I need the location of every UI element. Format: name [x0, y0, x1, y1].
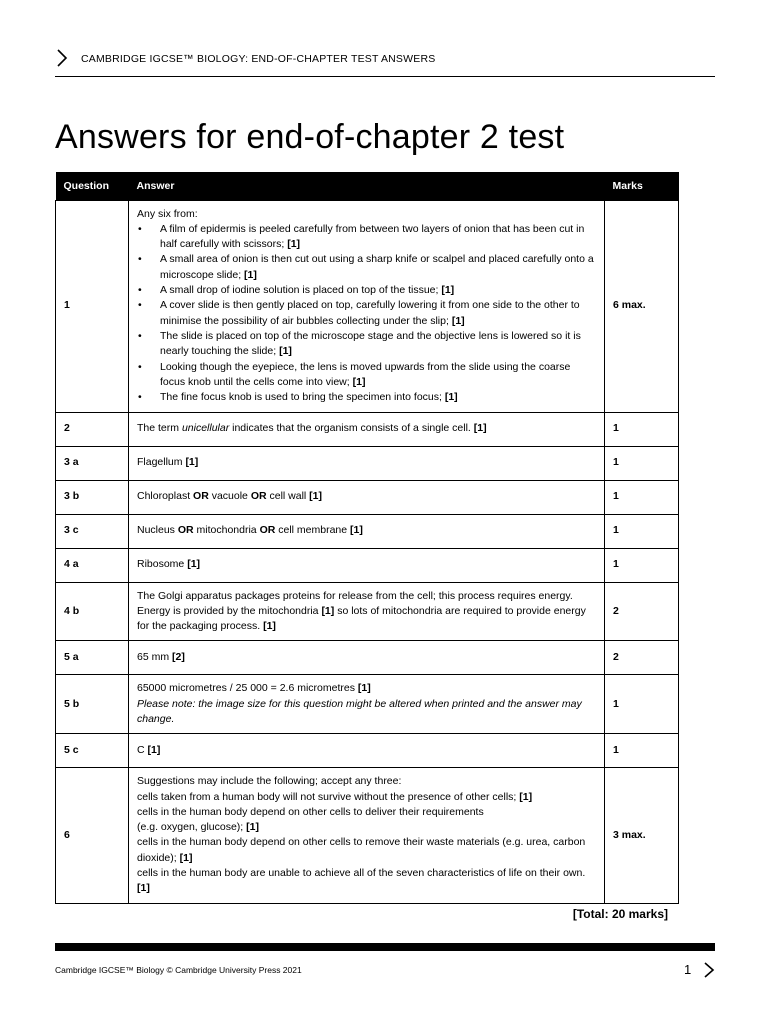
- table-row: [56, 446, 679, 480]
- chevron-right-icon[interactable]: [703, 962, 715, 978]
- question-number: 3 a: [56, 446, 129, 480]
- list-item: cells in the human body are unable to achieve all of the seven characteristics of life on their own. [1]: [137, 867, 586, 895]
- answer-cell: The Golgi apparatus packages proteins for release from the cell; this process requires energy. Energy is provided by the mitochondria [1] so lots of mitochondria are required to provide energy for the packaging process. [1]: [129, 582, 605, 641]
- marks-value: 1: [605, 675, 679, 734]
- page-title: Answers for end-of-chapter 2 test: [55, 118, 565, 156]
- answer-bullet-list: [137, 222, 596, 406]
- page-number: 1: [684, 962, 692, 977]
- col-header-question: Question: [56, 172, 129, 200]
- page-header: [55, 47, 715, 77]
- answer-cell: Flagellum [1]: [129, 446, 605, 480]
- question-number: 4 b: [56, 582, 129, 641]
- answer-cell: 65 mm [2]: [129, 641, 605, 675]
- question-number: 6: [56, 768, 129, 903]
- question-number: 4 a: [56, 548, 129, 582]
- list-item: cells taken from a human body will not survive without the presence of other cells; [1]: [137, 790, 533, 803]
- footer-copyright: Cambridge IGCSE™ Biology © Cambridge University Press 2021: [55, 965, 302, 975]
- list-item: • The slide is placed on top of the microscope stage and the objective lens is lowered so it is nearly touching the slide; [1]: [137, 329, 596, 360]
- marks-value: 2: [605, 582, 679, 641]
- table-row: [56, 675, 679, 734]
- answer-intro: Any six from:: [137, 207, 198, 220]
- col-header-answer: Answer: [129, 172, 605, 200]
- marks-value: 1: [605, 412, 679, 446]
- answer-cell: 65000 micrometres / 25 000 = 2.6 micrometres [1] Please note: the image size for this question might be altered when printed and the answer may change.: [129, 675, 605, 734]
- answer-cell: Nucleus OR mitochondria OR cell membrane [1]: [129, 514, 605, 548]
- chevron-right-icon: [55, 49, 69, 67]
- list-item: (e.g. oxygen, glucose); [1]: [137, 821, 259, 834]
- question-number: 2: [56, 412, 129, 446]
- list-item: • A small area of onion is then cut out using a sharp knife or scalpel and placed carefully onto a microscope slide; [1]: [137, 252, 596, 283]
- question-number: 3 b: [56, 480, 129, 514]
- marks-value: 1: [605, 548, 679, 582]
- answer-cell: The term unicellular indicates that the organism consists of a single cell. [1]: [129, 412, 605, 446]
- question-number: 5 c: [56, 734, 129, 768]
- list-item: • A small drop of iodine solution is placed on top of the tissue; [1]: [137, 283, 596, 298]
- marks-value: 1: [605, 446, 679, 480]
- answers-table: [55, 172, 679, 904]
- marks-value: 1: [605, 734, 679, 768]
- table-row: [56, 641, 679, 675]
- answer-intro: Suggestions may include the following; accept any three:: [137, 775, 402, 788]
- table-row: [56, 200, 679, 412]
- header-title: CAMBRIDGE IGCSE™ BIOLOGY: END-OF-CHAPTER TEST ANSWERS: [81, 53, 436, 65]
- question-number: 1: [56, 200, 129, 412]
- col-header-marks: Marks: [605, 172, 679, 200]
- list-item: • The fine focus knob is used to bring the specimen into focus; [1]: [137, 390, 596, 405]
- footer-divider: [55, 943, 715, 951]
- marks-value: 1: [605, 514, 679, 548]
- list-item: cells in the human body depend on other cells to deliver their requirements: [137, 805, 484, 818]
- answer-cell: [129, 200, 605, 412]
- list-item: • A cover slide is then gently placed on top, carefully lowering it from one side to the other to minimise the possibility of air bubbles collecting under the slip; [1]: [137, 298, 596, 329]
- list-item: • A film of epidermis is peeled carefully from between two layers of onion that has been cut in half carefully with scissors; [1]: [137, 222, 596, 253]
- table-header-row: [56, 172, 679, 200]
- question-number: 3 c: [56, 514, 129, 548]
- question-number: 5 b: [56, 675, 129, 734]
- table-row: [56, 582, 679, 641]
- table-row: [56, 548, 679, 582]
- total-marks: [Total: 20 marks]: [572, 907, 668, 921]
- table-row: [56, 734, 679, 768]
- question-number: 5 a: [56, 641, 129, 675]
- marks-value: 1: [605, 480, 679, 514]
- list-item: cells in the human body depend on other cells to remove their waste materials (e.g. urea, carbon dioxide); [1]: [137, 836, 586, 864]
- answer-cell: C [1]: [129, 734, 605, 768]
- table-row: [56, 480, 679, 514]
- table-row: [56, 514, 679, 548]
- table-row: [56, 412, 679, 446]
- table-row: [56, 768, 679, 903]
- answer-cell: [129, 768, 605, 903]
- answer-cell: Ribosome [1]: [129, 548, 605, 582]
- marks-value: 6 max.: [605, 200, 679, 412]
- marks-value: 3 max.: [605, 768, 679, 903]
- list-item: • Looking though the eyepiece, the lens is moved upwards from the slide using the coarse focus knob until the cells come into view; [1]: [137, 360, 596, 391]
- marks-value: 2: [605, 641, 679, 675]
- answer-note: Please note: the image size for this question might be altered when printed and the answer may change.: [137, 697, 582, 725]
- answer-cell: Chloroplast OR vacuole OR cell wall [1]: [129, 480, 605, 514]
